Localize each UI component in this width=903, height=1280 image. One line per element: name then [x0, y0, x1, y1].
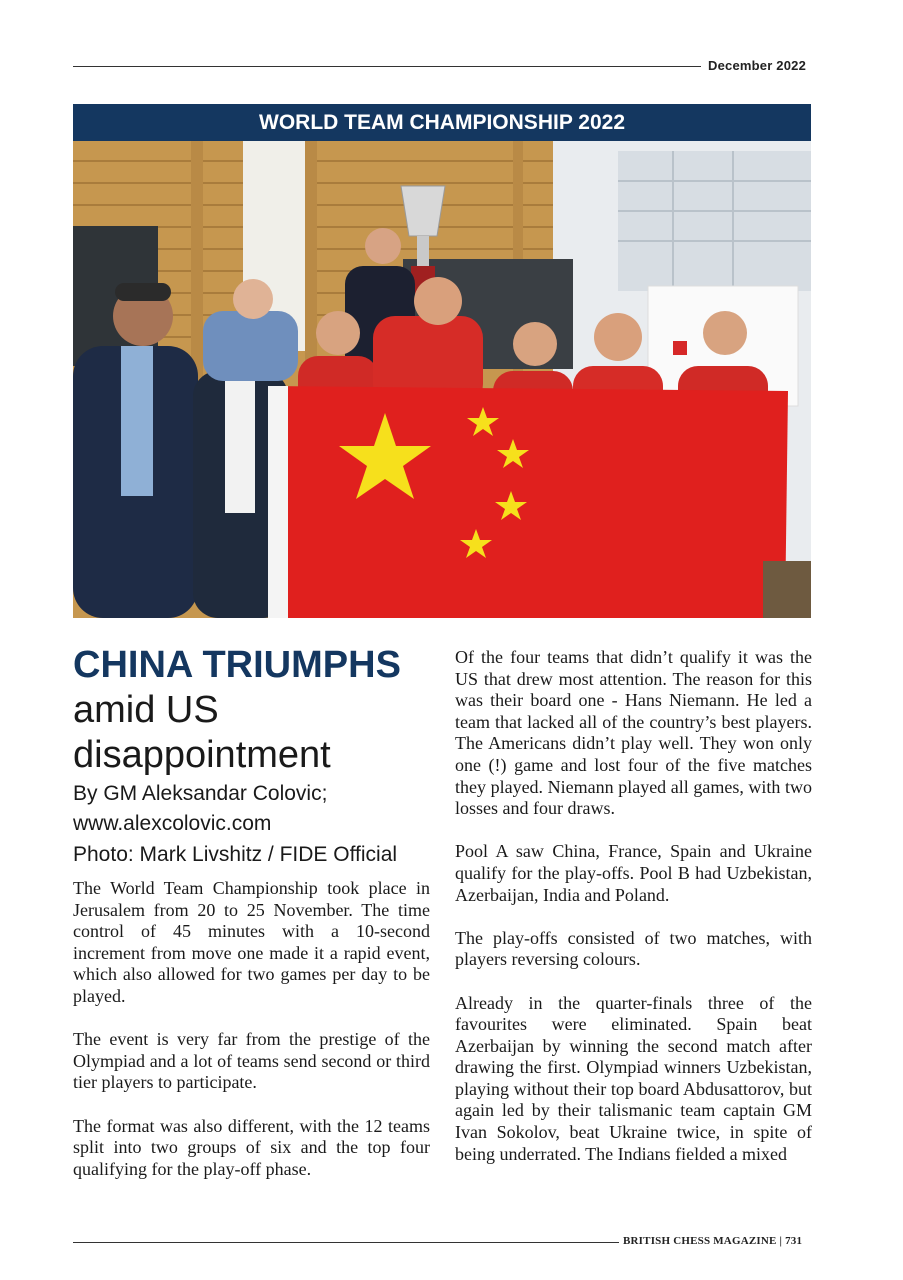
paragraph: Pool A saw China, France, Spain and Ukraine qualify for the play-offs. Pool B had Uzbekistan, Azerbaijan, India and Poland.	[455, 841, 812, 905]
paragraph: Already in the quarter-finals three of the favourites were eliminated. Spain beat Azerbaijan by winning the second match after drawing the first. Olympiad winners Uzbekistan, playing without their top board Abdusattorov, but again led by their talismanic team captain GM Ivan Sokolov, beat Ukraine twice, in spite of being underrated. The Indians fielded a mixed	[455, 992, 812, 1164]
paragraph: The event is very far from the prestige of the Olympiad and a lot of teams send second or third tier players to participate.	[73, 1029, 430, 1093]
team-photo-illustration	[73, 141, 811, 618]
headline-rest: amid US disappointment	[73, 689, 331, 776]
paragraph: The format was also different, with the 12 teams split into two groups of six and the top four qualifying for the play-off phase.	[73, 1115, 430, 1179]
paragraph: The World Team Championship took place in Jerusalem from 20 to 25 November. The time control of 45 minutes with a 10-second increment from move one made it a rapid event, which also allowed for two games per day to be played.	[73, 878, 430, 1006]
china-flag-icon	[268, 386, 788, 618]
issue-date: December 2022	[708, 58, 806, 73]
footer-rule	[73, 1242, 619, 1243]
team-photo	[73, 141, 811, 618]
photo-credit: Photo: Mark Livshitz / FIDE Official	[73, 843, 398, 866]
byline: By GM Aleksandar Colovic; www.alexcolovic.com	[73, 782, 328, 835]
article-right-column	[455, 647, 812, 1187]
page-footer: BRITISH CHESS MAGAZINE | 731	[623, 1235, 803, 1247]
header-rule	[73, 66, 701, 67]
paragraph: Of the four teams that didn’t qualify it was the US that drew most attention. The reason for this was their board one - Hans Niemann. He led a team that lacked all of the country’s best players. The Americans didn’t play well. They won only one (!) game and lost four of the five matches they played. Niemann played all games, with two losses and four draws.	[455, 647, 812, 819]
left-body	[73, 878, 430, 1180]
article-headline	[73, 643, 430, 778]
paragraph: The play-offs consisted of two matches, with players reversing colours.	[455, 927, 812, 970]
article-left-column	[73, 643, 430, 1202]
headline-bold: CHINA TRIUMPHS	[73, 644, 401, 686]
section-banner: WORLD TEAM CHAMPIONSHIP 2022	[73, 104, 811, 141]
